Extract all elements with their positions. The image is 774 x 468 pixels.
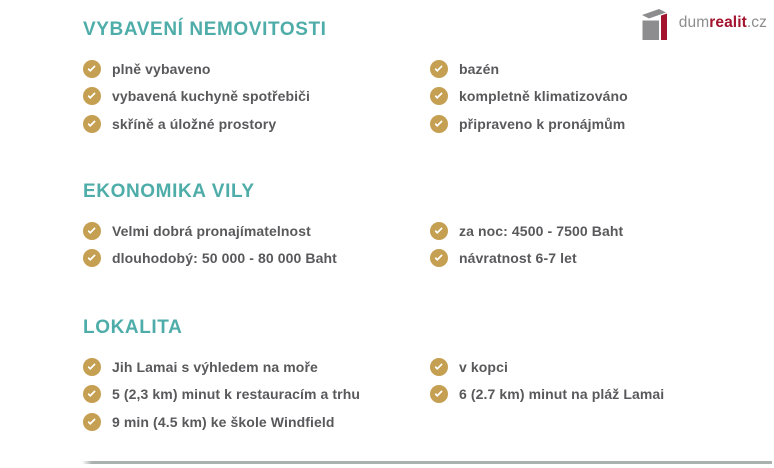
checklist-item <box>83 217 430 245</box>
checklist-item-label: 6 (2.7 km) minut na pláž Lamai <box>459 386 665 403</box>
checklist-item <box>83 245 430 273</box>
checklist-left-column <box>83 217 430 272</box>
checklist-right-column <box>430 217 774 272</box>
checklist-item-label: připraveno k pronájmům <box>459 115 626 132</box>
check-icon <box>430 60 448 78</box>
checklist-item-label: dlouhodobý: 50 000 - 80 000 Baht <box>112 250 337 267</box>
checklist-right-column <box>430 353 774 408</box>
checklist-left-column <box>83 353 430 436</box>
check-icon <box>83 358 101 376</box>
bottom-divider <box>82 461 772 464</box>
checklist-right-column <box>430 55 774 138</box>
logo-part-realit: realit <box>709 14 747 31</box>
check-icon <box>83 249 101 267</box>
checklist-item <box>83 83 430 111</box>
logo-part-dum: dum <box>678 14 710 31</box>
checklist-item-label: návratnost 6-7 let <box>459 250 577 267</box>
checklist-item-label: plně vybaveno <box>112 60 211 77</box>
check-icon <box>83 60 101 78</box>
section-title: LOKALITA <box>83 317 183 338</box>
checklist-item <box>430 217 774 245</box>
checklist-item <box>430 83 774 111</box>
check-icon <box>83 222 101 240</box>
check-icon <box>83 87 101 105</box>
logo-part-cz: .cz <box>746 14 767 31</box>
checklist-item <box>83 408 430 436</box>
check-icon <box>83 115 101 133</box>
section-villa-economy <box>83 181 774 267</box>
checklist-item-label: v kopci <box>459 358 508 375</box>
check-icon <box>430 222 448 240</box>
section-location <box>83 317 774 430</box>
check-icon <box>430 87 448 105</box>
checklist-item <box>430 55 774 83</box>
checklist-item-label: Velmi dobrá pronajímatelnost <box>112 222 311 239</box>
checklist-item <box>430 381 774 409</box>
checklist-item <box>83 110 430 138</box>
check-icon <box>430 358 448 376</box>
checklist-item <box>83 381 430 409</box>
checklist-item-label: bazén <box>459 60 500 77</box>
checklist-item-label: za noc: 4500 - 7500 Baht <box>459 222 624 239</box>
check-icon <box>430 115 448 133</box>
checklist-item <box>83 55 430 83</box>
checklist-item <box>83 353 430 381</box>
checklist-item <box>430 353 774 381</box>
checklist-item-label: skříně a úložné prostory <box>112 115 277 132</box>
checklist-item-label: kompletně klimatizováno <box>459 88 628 105</box>
section-property-equipment <box>83 19 774 132</box>
section-title: VYBAVENÍ NEMOVITOSTI <box>83 19 327 40</box>
checklist-item-label: 5 (2,3 km) minut k restauracím a trhu <box>112 386 361 403</box>
checklist-left-column <box>83 55 430 138</box>
check-icon <box>83 385 101 403</box>
check-icon <box>430 249 448 267</box>
checklist-item <box>430 110 774 138</box>
checklist-item-label: vybavená kuchyně spotřebiči <box>112 88 311 105</box>
check-icon <box>83 413 101 431</box>
checklist-item <box>430 245 774 273</box>
check-icon <box>430 385 448 403</box>
section-title: EKONOMIKA VILY <box>83 181 255 202</box>
checklist-item-label: Jih Lamai s výhledem na moře <box>112 358 318 375</box>
checklist-item-label: 9 min (4.5 km) ke škole Windfield <box>112 413 335 430</box>
